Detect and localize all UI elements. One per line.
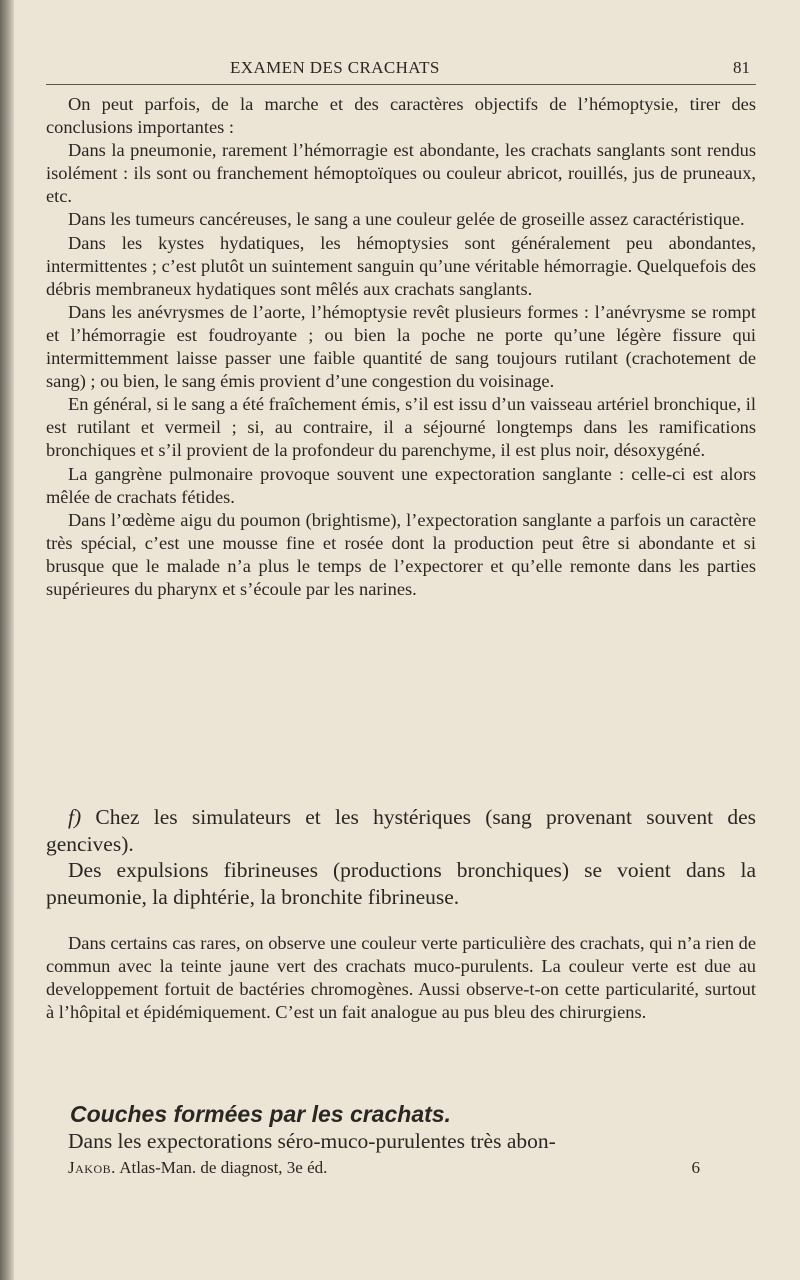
section-large-type [46,804,756,910]
section-f-label: f) [68,805,82,829]
footer-author: Jakob. [68,1158,116,1177]
section-small-type [46,932,756,1024]
binding-gutter [0,0,14,1280]
paragraph-oedeme: Dans l’œdème aigu du poumon (brightisme), l’expectoration sanglante a parfois un caractère très spécial, c’est une mousse fine et rosée dont la production peut être si abondante et si brusque que le malade n’a plus le temps de l’expectorer et qu’elle remonte dans les parties supérieures du pharynx et s’écoule par les narines. [46,509,756,599]
footer-work: Atlas-Man. de diagnost, 3e éd. [119,1158,328,1177]
paragraph-verte: Dans certains cas rares, on observe une couleur verte particulière des crachats, qui n’a rien de commun avec la teinte jaune vert des crachats muco-purulents. La couleur verte est due au developpement fortuit de bactéries chromogènes. Aussi observe-t-on cette particularité, surtout à l’hôpital et épidémiquement. C’est un fait analogue au pus bleu des chirurgiens. [46,933,756,1023]
main-text [46,93,756,601]
paragraph-gangrene: La gangrène pulmonaire provoque souvent une expectoration sanglante : celle-ci est alors mêlée de crachats fétides. [46,463,756,507]
section-f [46,804,756,857]
paragraph-general: En général, si le sang a été fraîchement émis, s’il est issu d’un vaisseau artériel bronchique, il est rutilant et vermeil ; si, au contraire, il a séjourné longtemps dans les ramifications bronchiques et s’il provient de la profondeur du parenchyme, il est plus noir, désoxygéné. [46,394,756,461]
running-head [46,58,756,82]
paragraph-kystes: Dans les kystes hydatiques, les hémoptysies sont généralement peu abondantes, intermittentes ; c’est plutôt un suintement sanguin qu’une véritable hémorragie. Quelquefois des débris membraneux hydatiques sont mêlés aux crachats sanglants. [46,232,756,299]
page-footer [68,1158,756,1178]
section-f-text: Chez les simulateurs et les hystériques (sang provenant souvent des gencives). [46,805,757,856]
page-number: 81 [733,58,750,77]
header-rule [46,84,756,85]
paragraph-pneumonie: Dans la pneumonie, rarement l’hémorragie est abondante, les crachats sanglants sont rendus isolément : ils sont ou franchement hémoptoïques ou couleur abricot, rouillés, jus de pruneaux, etc. [46,140,756,207]
paragraph-tumeurs: Dans les tumeurs cancéreuses, le sang a une couleur gelée de groseille assez caractéristique. [68,209,745,230]
section-heading: Couches formées par les crachats. [70,1101,451,1127]
book-page [46,0,756,1280]
last-text-line: Dans les expectorations séro-muco-purulentes très abon- [68,1129,556,1153]
paragraph-fibrine: Des expulsions fibrineuses (productions bronchiques) se voient dans la pneumonie, la diphtérie, la bronchite fibrineuse. [46,858,756,909]
signature-mark: 6 [691,1158,700,1177]
paragraph-anevrysmes: Dans les anévrysmes de l’aorte, l’hémoptysie revêt plusieurs formes : l’anévrysme se rompt et l’hémorragie est foudroyante ; ou bien la poche ne porte qu’une légère fissure qui intermittemment laisse passer une faible quantité de sang toujours rutilant (crachotement de sang) ; ou bien, le sang émis provient d’une congestion du voisinage. [46,301,756,392]
running-title: EXAMEN DES CRACHATS [230,58,440,77]
paragraph-intro: On peut parfois, de la marche et des caractères objectifs de l’hémoptysie, tirer des conclusions importantes : [46,94,756,138]
